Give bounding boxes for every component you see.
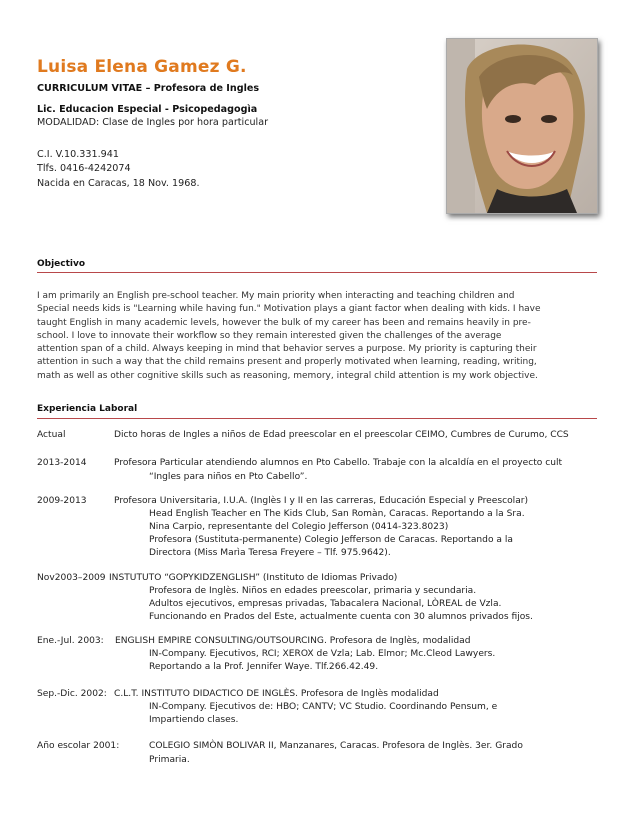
entry-line: IN-Company. Ejecutivos, RCI; XEROX de Vzla; Lab. Elmor; Mc.Cleod Lawyers.: [149, 649, 496, 659]
experience-divider: [37, 418, 597, 419]
objective-line: I am primarily an English pre-school teacher. My main priority when interacting and teaching children and: [37, 291, 515, 301]
objective-line: taught English in many academic levels, however the bulk of my career has been and remains heavily in pre-: [37, 317, 531, 328]
entry-line: Profesora (Sustituta-permanente) Colegio Jefferson de Caracas. Reportando a la: [149, 535, 513, 545]
person-name: Luisa Elena Gamez G.: [37, 57, 247, 77]
id-number: C.I. V.10.331.941: [37, 149, 119, 160]
entry-line: Profesora de Inglès. Niños en edades preescolar, primaria y secundaria.: [149, 586, 477, 596]
entry-line: Funcionando en Prados del Este, actualmente cuenta con 30 alumnos privados fijos.: [149, 612, 533, 622]
entry-date: 2009-2013: [37, 496, 87, 506]
degree: Lic. Educacion Especial - Psicopedagogìa: [37, 104, 258, 115]
objective-line: attention span of a child. Always keeping in mind that behavior serves a purpose. My priority is capturing their: [37, 344, 537, 355]
entry-date: Ene.-Jul. 2003:: [37, 636, 104, 646]
entry-date: Nov2003–2009: [37, 573, 106, 583]
entry-line: Dicto horas de Ingles a niños de Edad preescolar en el preescolar CEIMO, Cumbres de Curumo, CCS: [114, 430, 569, 440]
birth-info: Nacida en Caracas, 18 Nov. 1968.: [37, 178, 200, 189]
phone: Tlfs. 0416-4242074: [37, 163, 131, 174]
entry-line: Head English Teacher en The Kids Club, San Romàn, Caracas. Reportando a la Sra.: [149, 509, 525, 519]
entry-date: Sep.-Dic. 2002:: [37, 689, 107, 699]
entry-line: Impartiendo clases.: [149, 715, 239, 725]
entry-date: 2013-2014: [37, 458, 87, 468]
entry-line: Primaria.: [149, 755, 190, 765]
entry-line: IN-Company. Ejecutivos de: HBO; CANTV; VC Studio. Coordinando Pensum, e: [149, 702, 498, 712]
entry-line: Profesora Particular atendiendo alumnos en Pto Cabello. Trabaje con la alcaldía en el proyecto cult: [114, 458, 563, 468]
objective-divider: [37, 272, 597, 273]
objective-line: school. I love to innovate their workflow so they remain interested given the challenges of the average: [37, 330, 502, 341]
entry-line: “Ingles para niños en Pto Cabello”.: [149, 472, 308, 482]
objective-line: math as well as other cognitive skills such as reasoning, memory, integral child attention is my work objective.: [37, 370, 538, 381]
cv-title: CURRICULUM VITAE – Profesora de Ingles: [37, 83, 260, 94]
experience-heading: Experiencia Laboral: [37, 404, 138, 414]
objective-heading: Objectivo: [37, 259, 86, 269]
entry-line: COLEGIO SIMÒN BOLIVAR II, Manzanares, Caracas. Profesora de Inglès. 3er. Grado: [149, 741, 523, 751]
entry-date: Año escolar 2001:: [37, 741, 120, 751]
modality: MODALIDAD: Clase de Ingles por hora particular: [37, 117, 269, 128]
entry-line: INSTUTUTO “GOPYKIDZENGLISH” (Instituto de Idiomas Privado): [109, 573, 398, 583]
profile-photo: [446, 38, 598, 214]
entry-date: Actual: [37, 430, 66, 440]
entry-line: Nina Carpio, representante del Colegio Jefferson (0414-323.8023): [149, 522, 449, 532]
objective-line: attention in such a way that the child remains present and properly motivated when learning, reading, writing,: [37, 357, 537, 368]
entry-line: Adultos ejecutivos, empresas privadas, Tabacalera Nacional, LÒREAL de Vzla.: [149, 599, 502, 609]
entry-line: ENGLISH EMPIRE CONSULTING/OUTSOURCING. Profesora de Inglès, modalidad: [115, 636, 471, 646]
objective-text: [37, 290, 603, 383]
entry-line: Reportando a la Prof. Jennifer Waye. Tlf.266.42.49.: [149, 662, 379, 672]
entry-line: C.L.T. INSTITUTO DIDACTICO DE INGLÈS. Profesora de Inglès modalidad: [114, 689, 439, 699]
entry-line: Directora (Miss Marìa Teresa Freyere – Tlf. 975.9642).: [149, 548, 391, 558]
objective-line: Special needs kids is "Learning while having fun." Motivation plays a giant factor when dealing with kids. I have: [37, 304, 541, 315]
entry-line: Profesora Universitaria, I.U.A. (Inglès I y II en las carreras, Educación Especial y Preescolar): [114, 496, 529, 506]
